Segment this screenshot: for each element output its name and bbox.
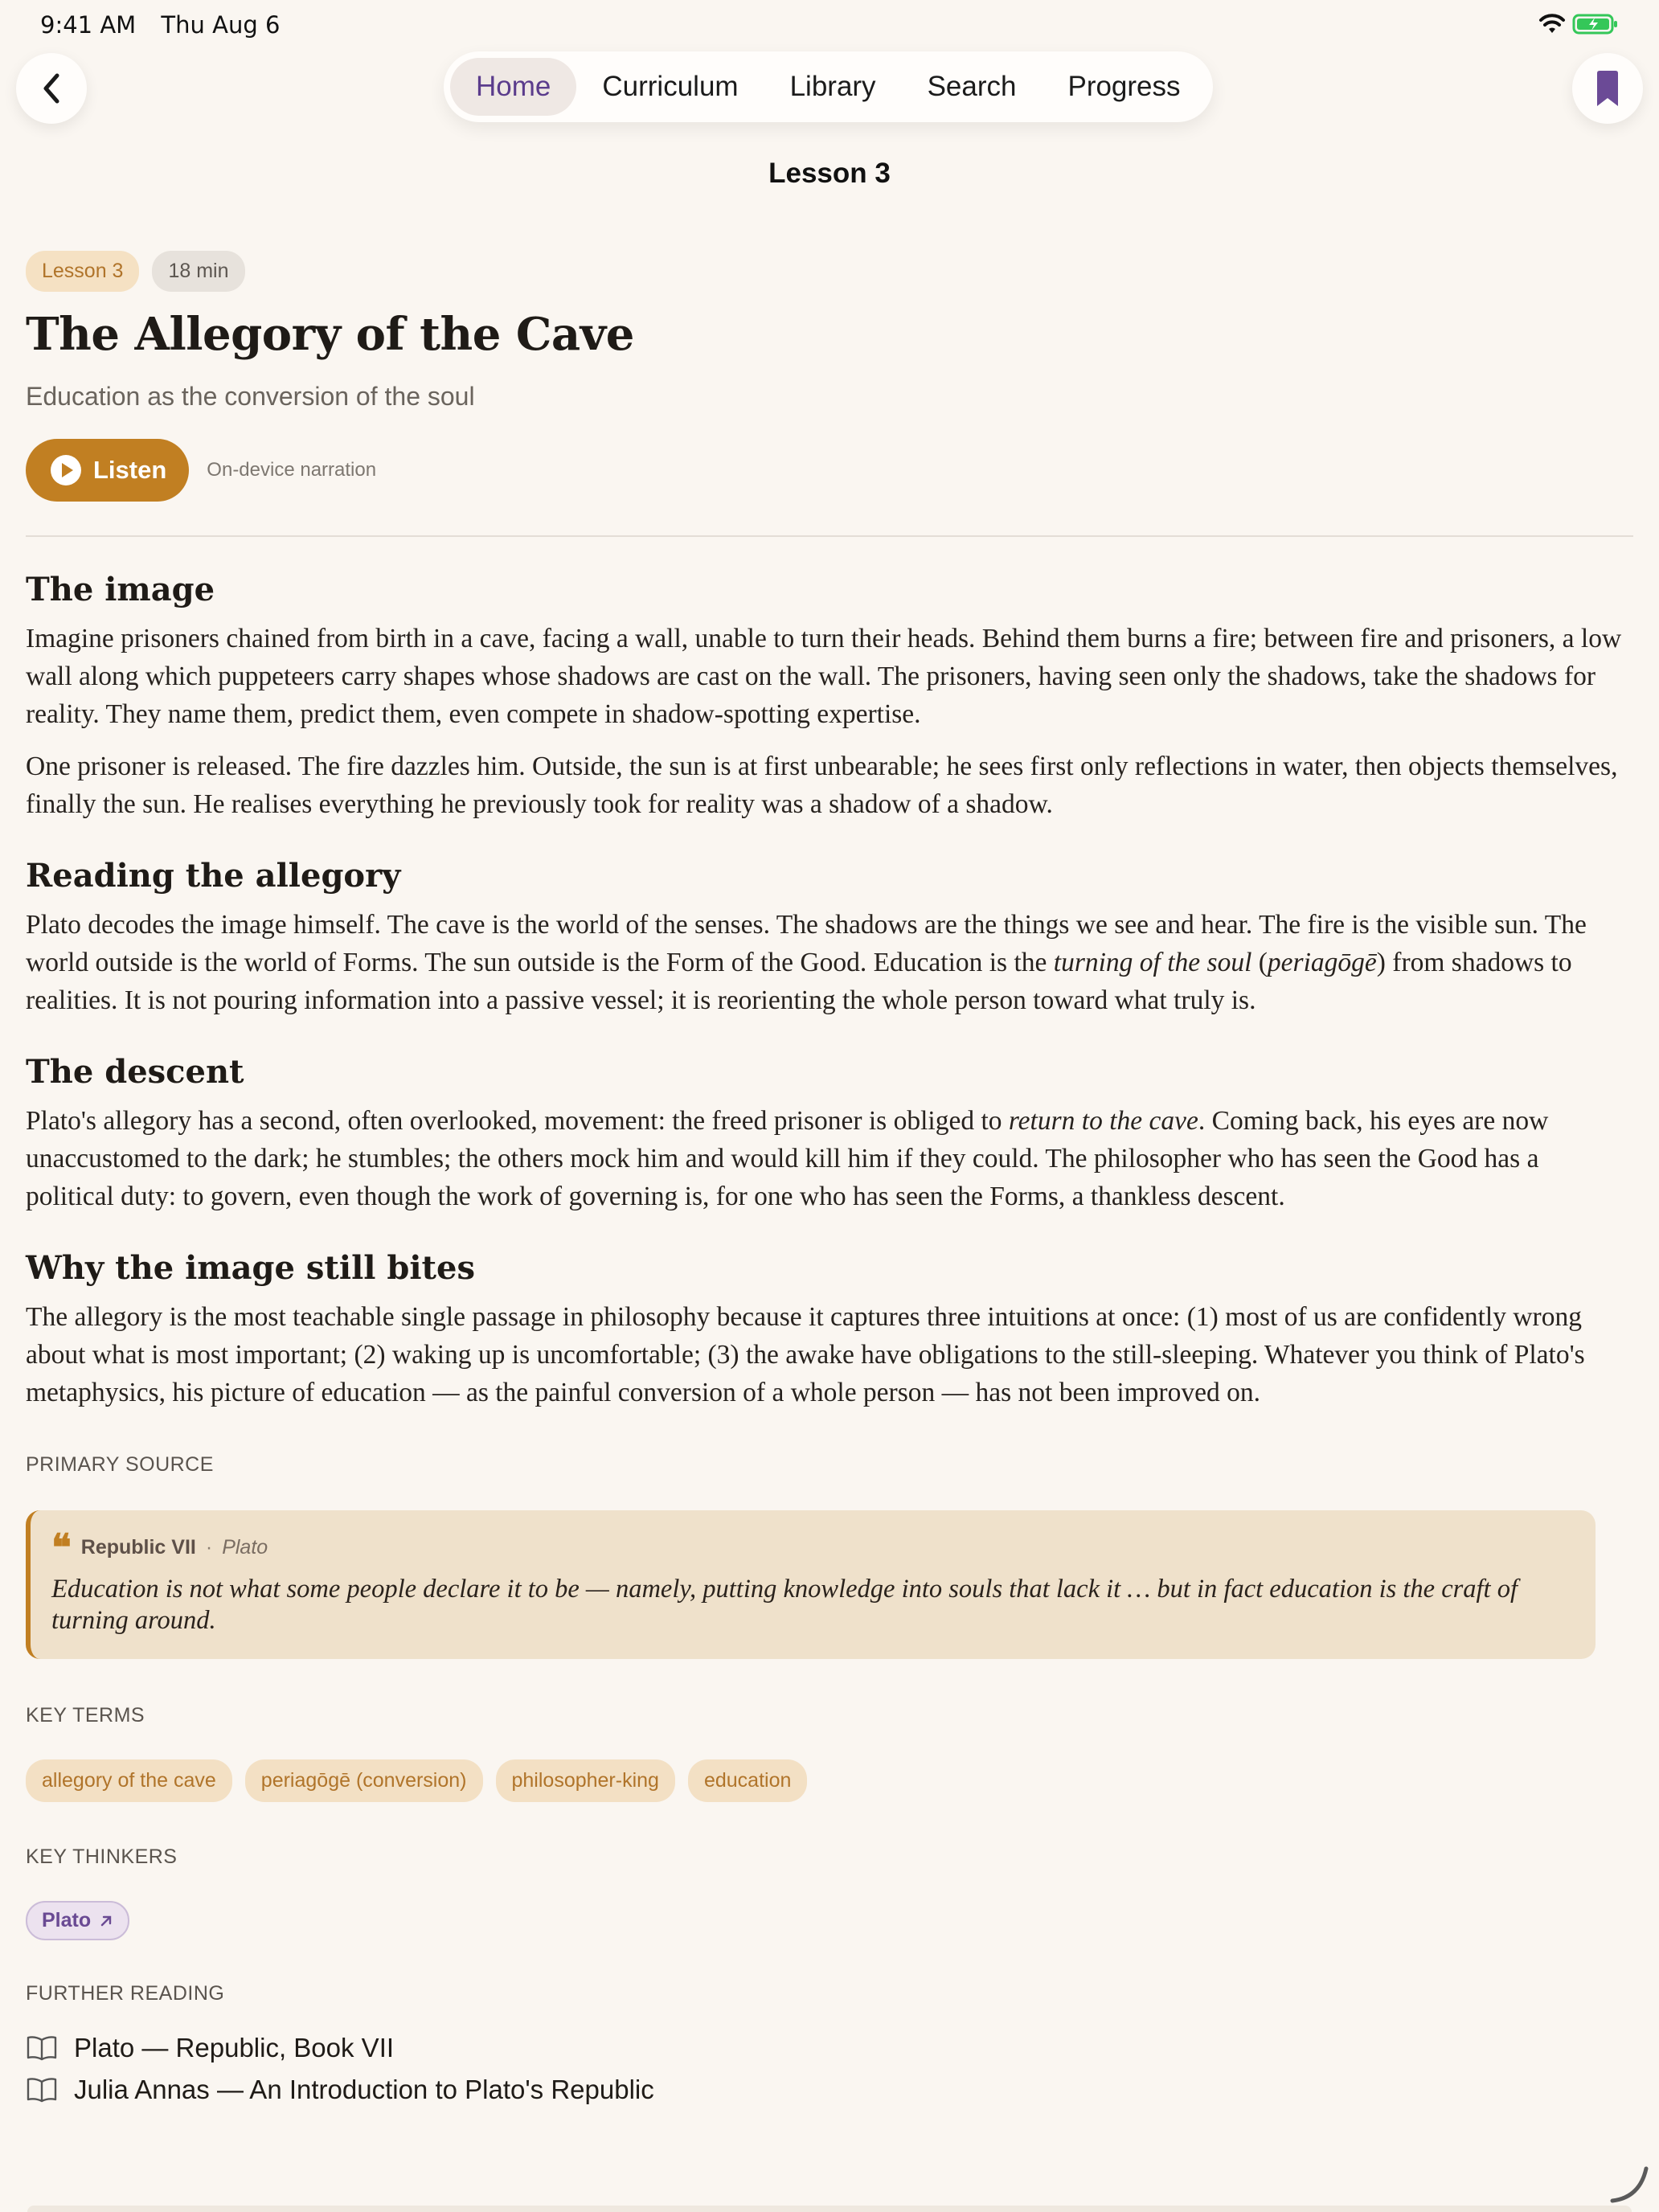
- narration-note: On-device narration: [207, 459, 377, 481]
- key-terms-list: [26, 1759, 1633, 1802]
- status-date: Thu Aug 6: [161, 11, 281, 39]
- page-title: Lesson 3: [768, 158, 891, 189]
- term-chip[interactable]: allegory of the cave: [26, 1759, 232, 1802]
- listen-button[interactable]: [26, 439, 189, 502]
- key-thinkers-label: KEY THINKERS: [26, 1845, 178, 1868]
- reading-item[interactable]: [26, 2071, 1633, 2108]
- play-icon: [50, 454, 82, 486]
- quote-work: Republic VII: [80, 1536, 196, 1559]
- lesson-content: [26, 251, 1633, 2108]
- thinker-name: Plato: [42, 1909, 92, 1931]
- lesson-title: The Allegory of the Cave: [26, 308, 634, 361]
- reading-title: Plato — Republic, Book VII: [74, 2033, 395, 2062]
- section-why-the-image-still-bites: [26, 1249, 1633, 1411]
- status-bar: [40, 11, 297, 39]
- tab-curriculum[interactable]: Curriculum: [602, 71, 739, 102]
- section-heading: The image: [26, 571, 215, 608]
- key-terms-label: KEY TERMS: [26, 1704, 145, 1727]
- term-chip[interactable]: periagōgē (conversion): [245, 1759, 483, 1802]
- arrow-up-right-icon: [99, 1914, 113, 1928]
- term-chip[interactable]: philosopher-king: [496, 1759, 675, 1802]
- text-run: ) from shadows to realities. It is not pouring information into a passive vessel; it is reorienting the whole person toward what truly is.: [26, 948, 1572, 1015]
- thinker-chip[interactable]: [26, 1901, 129, 1940]
- further-reading-list: [26, 2030, 1633, 2108]
- primary-source-quote: [26, 1510, 1596, 1659]
- text-run: . Coming back, his eyes are now unaccustomed to the dark; he stumbles; the others mock him and would kill him if they could. The philosopher who has seen the Good has a political duty: to govern, even though the work of governing is, for one who has seen the Forms, a thankless descent.: [26, 1106, 1549, 1211]
- reading-item[interactable]: [26, 2030, 1633, 2067]
- reading-title: Julia Annas — An Introduction to Plato's Republic: [74, 2075, 654, 2104]
- paragraph: Imagine prisoners chained from birth in a cave, facing a wall, unable to turn their heads. Behind them burns a fire; between fire and prisoners, a low wall along which puppeteers carry shapes whose shadows are cast on the wall. The prisoners, having seen only the shadows, take the shadows for reality. They name them, predict them, even compete in shadow-spotting expertise.: [26, 624, 1622, 729]
- paragraph: [26, 906, 1633, 1019]
- quote-text: Education is not what some people declare it to be — namely, putting knowledge into souls that lack it … but in fact education is the craft of turning around.: [51, 1575, 1518, 1635]
- back-button[interactable]: [16, 53, 87, 124]
- section-heading: The descent: [26, 1053, 244, 1091]
- paragraph: One prisoner is released. The fire dazzles him. Outside, the sun is at first unbearable; he sees first only reflections in water, then objects themselves, finally the sun. He realises everything he previously took for reality was a shadow of a shadow.: [26, 752, 1618, 819]
- term-chip[interactable]: education: [688, 1759, 807, 1802]
- emphasis: return to the cave: [1008, 1106, 1198, 1136]
- lesson-subtitle: Education as the conversion of the soul: [26, 382, 475, 411]
- book-icon: [26, 2035, 58, 2061]
- bottom-panel-edge: [27, 2206, 1632, 2212]
- listen-label: Listen: [93, 456, 167, 484]
- quote-icon: ❝: [51, 1525, 72, 1569]
- listen-row: [26, 439, 1633, 502]
- resize-handle-icon[interactable]: [1608, 2161, 1651, 2204]
- primary-source-label: PRIMARY SOURCE: [26, 1453, 214, 1476]
- paragraph: The allegory is the most teachable single passage in philosophy because it captures three intuitions at once: (1) most of us are confidently wrong about what is most important; (2) waking up is uncomfortable; (3) the awake have obligations to the still-sleeping. Whatever you think of Plato's metaphysics, his picture of education — as the painful conversion of a whole person — has not been improved on.: [26, 1302, 1585, 1407]
- tab-progress[interactable]: Progress: [1067, 71, 1181, 102]
- duration-badge: 18 min: [152, 251, 244, 292]
- section-the-image: [26, 571, 1633, 823]
- chevron-left-icon: [39, 72, 63, 104]
- tab-bar: [444, 51, 1213, 122]
- tab-library[interactable]: Library: [789, 71, 876, 102]
- lesson-number-badge: Lesson 3: [26, 251, 139, 292]
- paragraph: [26, 1102, 1633, 1215]
- status-time: 9:41 AM: [40, 11, 137, 39]
- divider: [26, 535, 1633, 537]
- section-heading: Why the image still bites: [26, 1249, 476, 1287]
- section-heading: Reading the allegory: [26, 857, 401, 895]
- tab-home[interactable]: Home: [450, 58, 576, 116]
- status-indicators: [1538, 13, 1619, 35]
- bookmark-icon: [1596, 70, 1620, 107]
- section-reading-the-allegory: [26, 857, 1633, 1019]
- book-icon: [26, 2077, 58, 2103]
- emphasis: turning of the soul: [1053, 948, 1252, 977]
- quote-author: Plato: [222, 1536, 268, 1559]
- bookmark-button[interactable]: [1572, 53, 1643, 124]
- wifi-icon: [1538, 14, 1566, 35]
- further-reading-label: FURTHER READING: [26, 1982, 225, 2005]
- text-run: Plato's allegory has a second, often overlooked, movement: the freed prisoner is obliged to: [26, 1106, 1009, 1136]
- battery-icon: [1572, 13, 1619, 35]
- tab-search[interactable]: Search: [927, 71, 1017, 102]
- text-run: Plato decodes the image himself. The cave is the world of the senses. The shadows are the things we see and hear. The fire is the visible sun. The world outside is the world of Forms. The sun outside is the Form of the Good. Education is the: [26, 910, 1587, 977]
- text-run: (: [1251, 948, 1268, 977]
- emphasis: periagōgē: [1267, 948, 1377, 977]
- quote-header: [51, 1525, 1571, 1569]
- separator: ·: [205, 1536, 213, 1559]
- section-the-descent: [26, 1053, 1633, 1215]
- lesson-meta: [26, 251, 1633, 292]
